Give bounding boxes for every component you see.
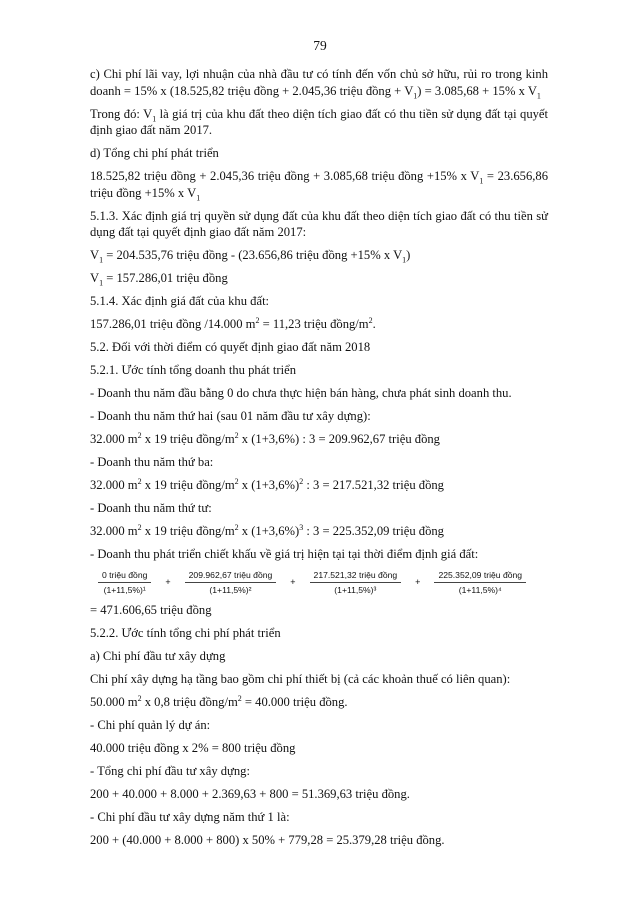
heading-5-2: 5.2. Đối với thời điểm có quyết định giao đất năm 2018 bbox=[90, 340, 371, 355]
heading-5-2-1: 5.2.1. Ước tính tổng doanh thu phát triển bbox=[90, 363, 297, 378]
fraction-3: $\frac{\text{217.521,32 triệu đồng}}{\text{(1+11,5\%)³}}$ bbox=[310, 569, 402, 596]
revenue-year-4-label: - Doanh thu năm thứ tư: bbox=[90, 501, 212, 516]
revenue-year-3-label: - Doanh thu năm thứ ba: bbox=[90, 455, 214, 470]
plus-sign: + bbox=[415, 577, 421, 588]
total-cost-label: - Tổng chi phí đầu tư xây dựng: bbox=[90, 763, 250, 778]
equation-land-price: 157.286,01 triệu đồng /14.000 $m^2 = 11,23$ triệu đồng/$m^2$. bbox=[90, 316, 376, 332]
equation-v1-result: $V_1 = 157.286,01$ triệu đồng bbox=[90, 271, 228, 288]
year-1-cost-value: 200 + (40.000 + 8.000 + 800) x 50% + 779,28 = 25.379,28 triệu đồng. bbox=[90, 832, 445, 847]
total-cost-value: 200 + 40.000 + 8.000 + 2.369,63 + 800 = 51.369,63 triệu đồng. bbox=[90, 786, 410, 801]
plus-sign: + bbox=[290, 577, 296, 588]
plus-sign: + bbox=[165, 577, 171, 588]
infrastructure-cost-label: Chi phí xây dựng hạ tầng bao gồm chi phí thiết bị (cả các khoản thuế có liên quan): bbox=[90, 672, 511, 687]
infrastructure-cost-value: 50.000 $m^2$ x 0,8 triệu đồng/$m^2 = 40.000$ triệu đồng. bbox=[90, 693, 348, 710]
equation-v1: $V_1 = 204.535,76$ triệu đồng - (23.656,86 triệu đồng +15% x $V_1$) bbox=[90, 248, 411, 265]
paragraph-d-value: 18.525,82 triệu đồng + 2.045,36 triệu đồng + 3.085,68 triệu đồng +15% x $V_1 = 23.656,86$ triệu đồng +15% x $V_1$ bbox=[90, 169, 548, 203]
management-cost-label: - Chi phí quản lý dự án: bbox=[90, 718, 211, 732]
heading-5-2-2: 5.2.2. Ước tính tổng chi phí phát triển bbox=[90, 626, 281, 641]
year-1-cost-label: - Chi phí đầu tư xây dựng năm thứ 1 là: bbox=[90, 809, 290, 824]
page-number: 79 bbox=[313, 38, 327, 53]
discount-formula bbox=[98, 569, 548, 596]
revenue-year-4-value: 32.000 $m^2$ x 19 triệu đồng/$m^2$ x $(1+3,6\%)^3$ : 3 = 225.352,09 triệu đồng bbox=[90, 522, 444, 539]
revenue-year-2-value: 32.000 $m^2$ x 19 triệu đồng/$m^2$ x (1+3,6%) : 3 = 209.962,67 triệu đồng bbox=[90, 430, 440, 447]
revenue-year-2-label: - Doanh thu năm thứ hai (sau 01 năm đầu tư xây dựng): bbox=[90, 409, 371, 424]
heading-d: d) Tổng chi phí phát triển bbox=[90, 146, 219, 161]
discounted-revenue-result: = 471.606,65 triệu đồng bbox=[90, 603, 212, 618]
heading-5-1-4: 5.1.4. Xác định giá đất của khu đất: bbox=[90, 294, 270, 309]
fraction-1: $\frac{\text{0 triệu đồng}}{\text{(1+11,5\%)¹}}$ bbox=[98, 569, 151, 596]
revenue-year-1: - Doanh thu năm đầu bằng 0 do chưa thực hiện bán hàng, chưa phát sinh doanh thu. bbox=[90, 386, 512, 401]
fraction-4: $\frac{\text{225.352,09 triệu đồng}}{\text{(1+11,5\%)⁴}}$ bbox=[434, 569, 526, 596]
paragraph-c: c) Chi phí lãi vay, lợi nhuận của nhà đầu tư có tính đến vốn chủ sở hữu, rủi ro trong kinh doanh = 15% x (18.525,82 triệu đồng + 2.045,36 triệu đồng + $V_1) = 3.085,68 + 15\%$ x $V_1$ bbox=[90, 67, 548, 101]
heading-a: a) Chi phí đầu tư xây dựng bbox=[90, 649, 226, 664]
management-cost-value: 40.000 triệu đồng x 2% = 800 triệu đồng bbox=[90, 740, 296, 755]
paragraph-trong-do: Trong đó: $V_1$ là giá trị của khu đất theo diện tích giao đất có thu tiền sử dụng đất tại quyết định giao đất năm 2017. bbox=[90, 106, 549, 138]
revenue-year-3-value: 32.000 $m^2$ x 19 triệu đồng/$m^2$ x $(1+3,6\%)^2$ : 3 = 217.521,32 triệu đồng bbox=[90, 476, 444, 493]
fraction-2: $\frac{\text{209.962,67 triệu đồng}}{\text{(1+11,5\%)²}}$ bbox=[185, 569, 277, 596]
discounted-revenue-label: - Doanh thu phát triển chiết khấu về giá trị hiện tại tại thời điểm định giá đất: bbox=[90, 547, 479, 562]
heading-5-1-3: 5.1.3. Xác định giá trị quyền sử dụng đất của khu đất theo diện tích giao đất có thu tiền sử dụng đất tại quyết định giao đất năm 2017: bbox=[90, 208, 548, 240]
document-body bbox=[90, 66, 548, 855]
